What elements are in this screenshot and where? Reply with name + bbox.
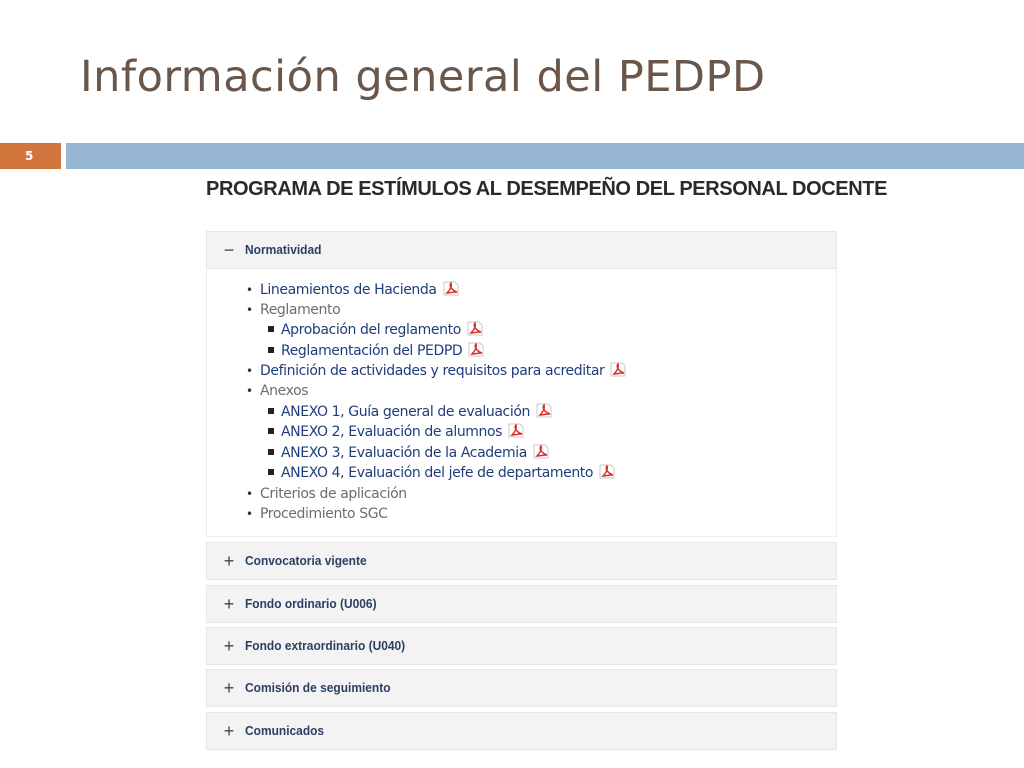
slide-number: 5: [0, 143, 61, 169]
list-item-anexos: • Anexos: [246, 383, 309, 399]
accordion-title: Convocatoria vigente: [245, 553, 367, 568]
list-item-lineamientos: • Lineamientos de Hacienda: [246, 280, 459, 300]
list-item-reglamentacion: [268, 341, 484, 361]
list-item-anexo-3: [268, 443, 549, 463]
list-item-reglamento: • Reglamento: [246, 302, 341, 318]
accordion-normatividad-header[interactable]: [206, 231, 837, 269]
accordion-convocatoria-header[interactable]: [206, 542, 837, 580]
pdf-file-icon[interactable]: [467, 321, 483, 336]
link-anexo-1[interactable]: ANEXO 1, Guía general de evaluación: [281, 404, 530, 420]
pdf-file-icon[interactable]: [536, 403, 552, 418]
accordion-fondo-extraordinario-header[interactable]: [206, 627, 837, 665]
link-aprobacion-reglamento[interactable]: Aprobación del reglamento: [281, 322, 461, 338]
expand-icon: +: [223, 721, 235, 741]
pdf-file-icon[interactable]: [599, 464, 615, 479]
accordion-title: Fondo extraordinario (U040): [245, 638, 406, 653]
accordion-fondo-ordinario-header[interactable]: [206, 585, 837, 623]
list-item-anexo-4: [268, 463, 615, 483]
pdf-file-icon[interactable]: [468, 342, 484, 357]
label-procedimiento-sgc: Procedimiento SGC: [260, 506, 388, 522]
link-anexo-2[interactable]: ANEXO 2, Evaluación de alumnos: [281, 424, 503, 440]
pdf-file-icon[interactable]: [610, 362, 626, 377]
label-reglamento: Reglamento: [260, 302, 341, 318]
pdf-file-icon[interactable]: [533, 444, 549, 459]
link-anexo-3[interactable]: ANEXO 3, Evaluación de la Academia: [281, 445, 527, 461]
collapse-icon: −: [223, 240, 235, 260]
label-criterios-aplicacion: Criterios de aplicación: [260, 486, 407, 502]
link-lineamientos[interactable]: Lineamientos de Hacienda: [260, 282, 437, 298]
accordion-title: Comunicados: [245, 723, 325, 738]
list-item-aprobacion: [268, 320, 483, 340]
expand-icon: +: [223, 678, 235, 698]
page-heading: PROGRAMA DE ESTÍMULOS AL DESEMPEÑO DEL PERSONAL DOCENTE: [206, 178, 888, 200]
accordion-title: Comisión de seguimiento: [245, 680, 391, 695]
list-item-anexo-1: [268, 402, 552, 422]
expand-icon: +: [223, 636, 235, 656]
list-item-anexo-2: [268, 422, 524, 442]
link-anexo-4[interactable]: ANEXO 4, Evaluación del jefe de departamento: [281, 465, 594, 481]
slide-header-bar: [66, 143, 1024, 169]
accordion-comunicados-header[interactable]: [206, 712, 837, 750]
label-anexos: Anexos: [260, 383, 309, 399]
slide-title: Información general del PEDPD: [80, 52, 766, 102]
pdf-file-icon[interactable]: [443, 281, 459, 296]
link-definicion-actividades[interactable]: Definición de actividades y requisitos para acreditar: [260, 363, 605, 379]
accordion-title: Normatividad: [245, 242, 322, 257]
link-reglamentacion-pedpd[interactable]: Reglamentación del PEDPD: [281, 343, 463, 359]
accordion-comision-header[interactable]: [206, 669, 837, 707]
pdf-file-icon[interactable]: [508, 423, 524, 438]
expand-icon: +: [223, 594, 235, 614]
accordion-title: Fondo ordinario (U006): [245, 596, 377, 611]
list-item-criterios: • Criterios de aplicación: [246, 486, 407, 502]
expand-icon: +: [223, 551, 235, 571]
list-item-definicion: • Definición de actividades y requisitos para acreditar: [246, 361, 626, 381]
list-item-procedimiento: • Procedimiento SGC: [246, 506, 388, 522]
